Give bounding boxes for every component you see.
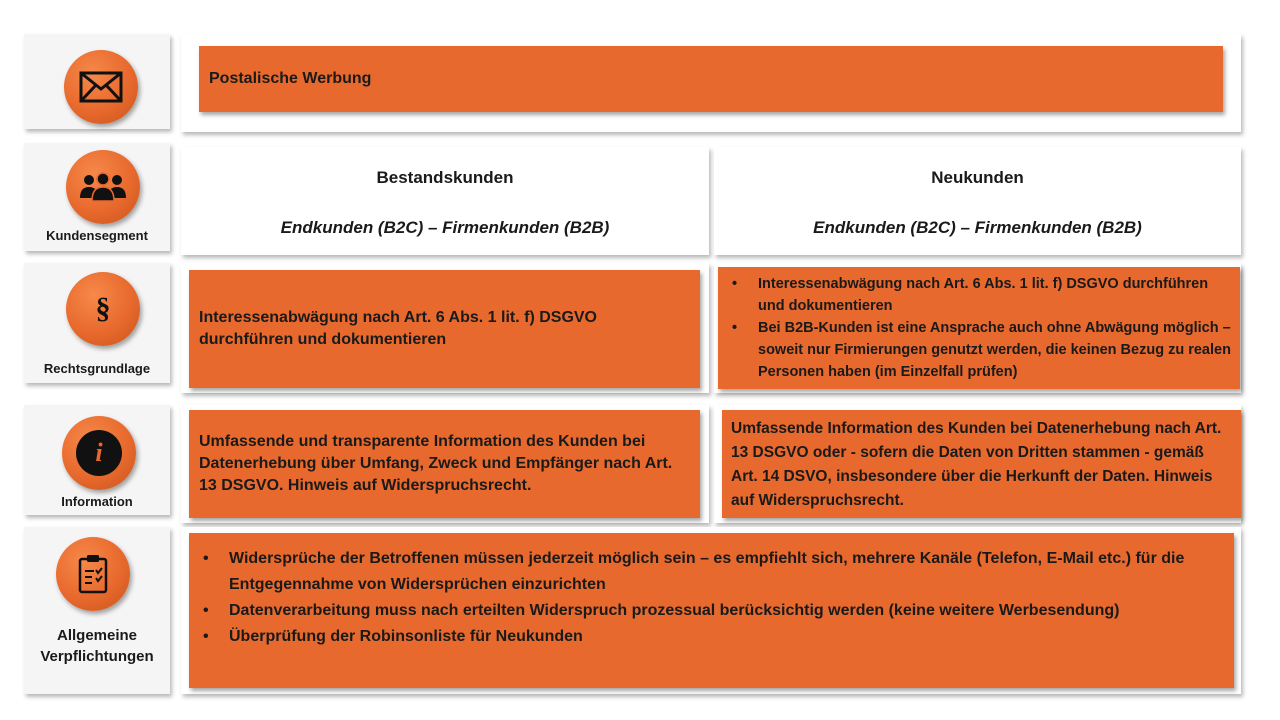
label-kundensegment: Kundensegment	[46, 228, 148, 243]
col1-subtitle: Endkunden (B2C) – Firmenkunden (B2B)	[280, 218, 610, 237]
col2-head-panel	[714, 147, 1241, 255]
verpflichtungen-bullet-2: • Datenverarbeitung muss nach erteilten Widerspruch prozessual berücksichtig werden (keine weitere Werbesendung)	[229, 598, 1218, 624]
paragraph-symbol: §	[95, 292, 111, 325]
envelope-icon	[64, 50, 138, 124]
rechtsgrundlage-bullet-2: • Bei B2B-Kunden ist eine Ansprache auch ohne Abwägung möglich – soweit nur Firmierungen genutzt werden, die keinen Bezug zu realen Personen haben (im Einzelfall prüfen)	[758, 317, 1232, 383]
info-symbol: i	[95, 438, 103, 467]
information-col2-box	[722, 410, 1241, 518]
rechtsgrundlage-col1-box	[189, 270, 700, 388]
information-col1-text: Umfassende und transparente Information des Kunden bei Datenerhebung über Umfang, Zweck und Empfänger nach Art. 13 DSGVO. Hinweis auf Widerspruchsrecht.	[199, 433, 673, 494]
paragraph-icon	[66, 272, 140, 346]
label-verpflichtungen: Allgemeine Verpflichtungen	[40, 627, 154, 665]
rechtsgrundlage-col2-box	[718, 267, 1240, 389]
verpflichtungen-bullet-1: • Widersprüche der Betroffenen müssen jederzeit möglich sein – es empfiehlt sich, mehrere Kanäle (Telefon, E-Mail etc.) für die Entgegennahme von Widersprüchen einzurichten	[229, 546, 1218, 598]
information-col2-text: Umfassende Information des Kunden bei Datenerhebung nach Art. 13 DSGVO oder - sofern die Daten von Dritten stammen - gemäß Art. 14 DSVO, insbesondere über die Herkunft der Daten. Hinweis auf Widerspruchsrecht.	[731, 420, 1222, 509]
info-icon	[62, 416, 136, 490]
col2-title: Neukunden	[931, 168, 1024, 187]
clipboard-checklist-icon	[56, 537, 130, 611]
col1-title: Bestandskunden	[376, 168, 514, 187]
information-col1-box	[189, 410, 700, 518]
people-icon	[66, 150, 140, 224]
rechtsgrundlage-col2-list	[732, 273, 1232, 383]
verpflichtungen-bullet-3: • Überprüfung der Robinsonliste für Neukunden	[229, 624, 1218, 650]
verpflichtungen-list	[203, 546, 1218, 650]
col1-head-panel	[181, 147, 709, 255]
label-rechtsgrundlage: Rechtsgrundlage	[43, 361, 151, 376]
label-information: Information	[61, 494, 133, 509]
werbung-title-box	[199, 46, 1223, 112]
werbung-title: Postalische Werbung	[209, 70, 372, 87]
rechtsgrundlage-col1-text: Interessenabwägung nach Art. 6 Abs. 1 lit. f) DSGVO durchführen und dokumentieren	[199, 309, 597, 348]
rechtsgrundlage-bullet-1: • Interessenabwägung nach Art. 6 Abs. 1 lit. f) DSGVO durchführen und dokumentieren	[758, 273, 1232, 317]
col2-subtitle: Endkunden (B2C) – Firmenkunden (B2B)	[813, 218, 1142, 237]
verpflichtungen-box	[189, 533, 1234, 688]
